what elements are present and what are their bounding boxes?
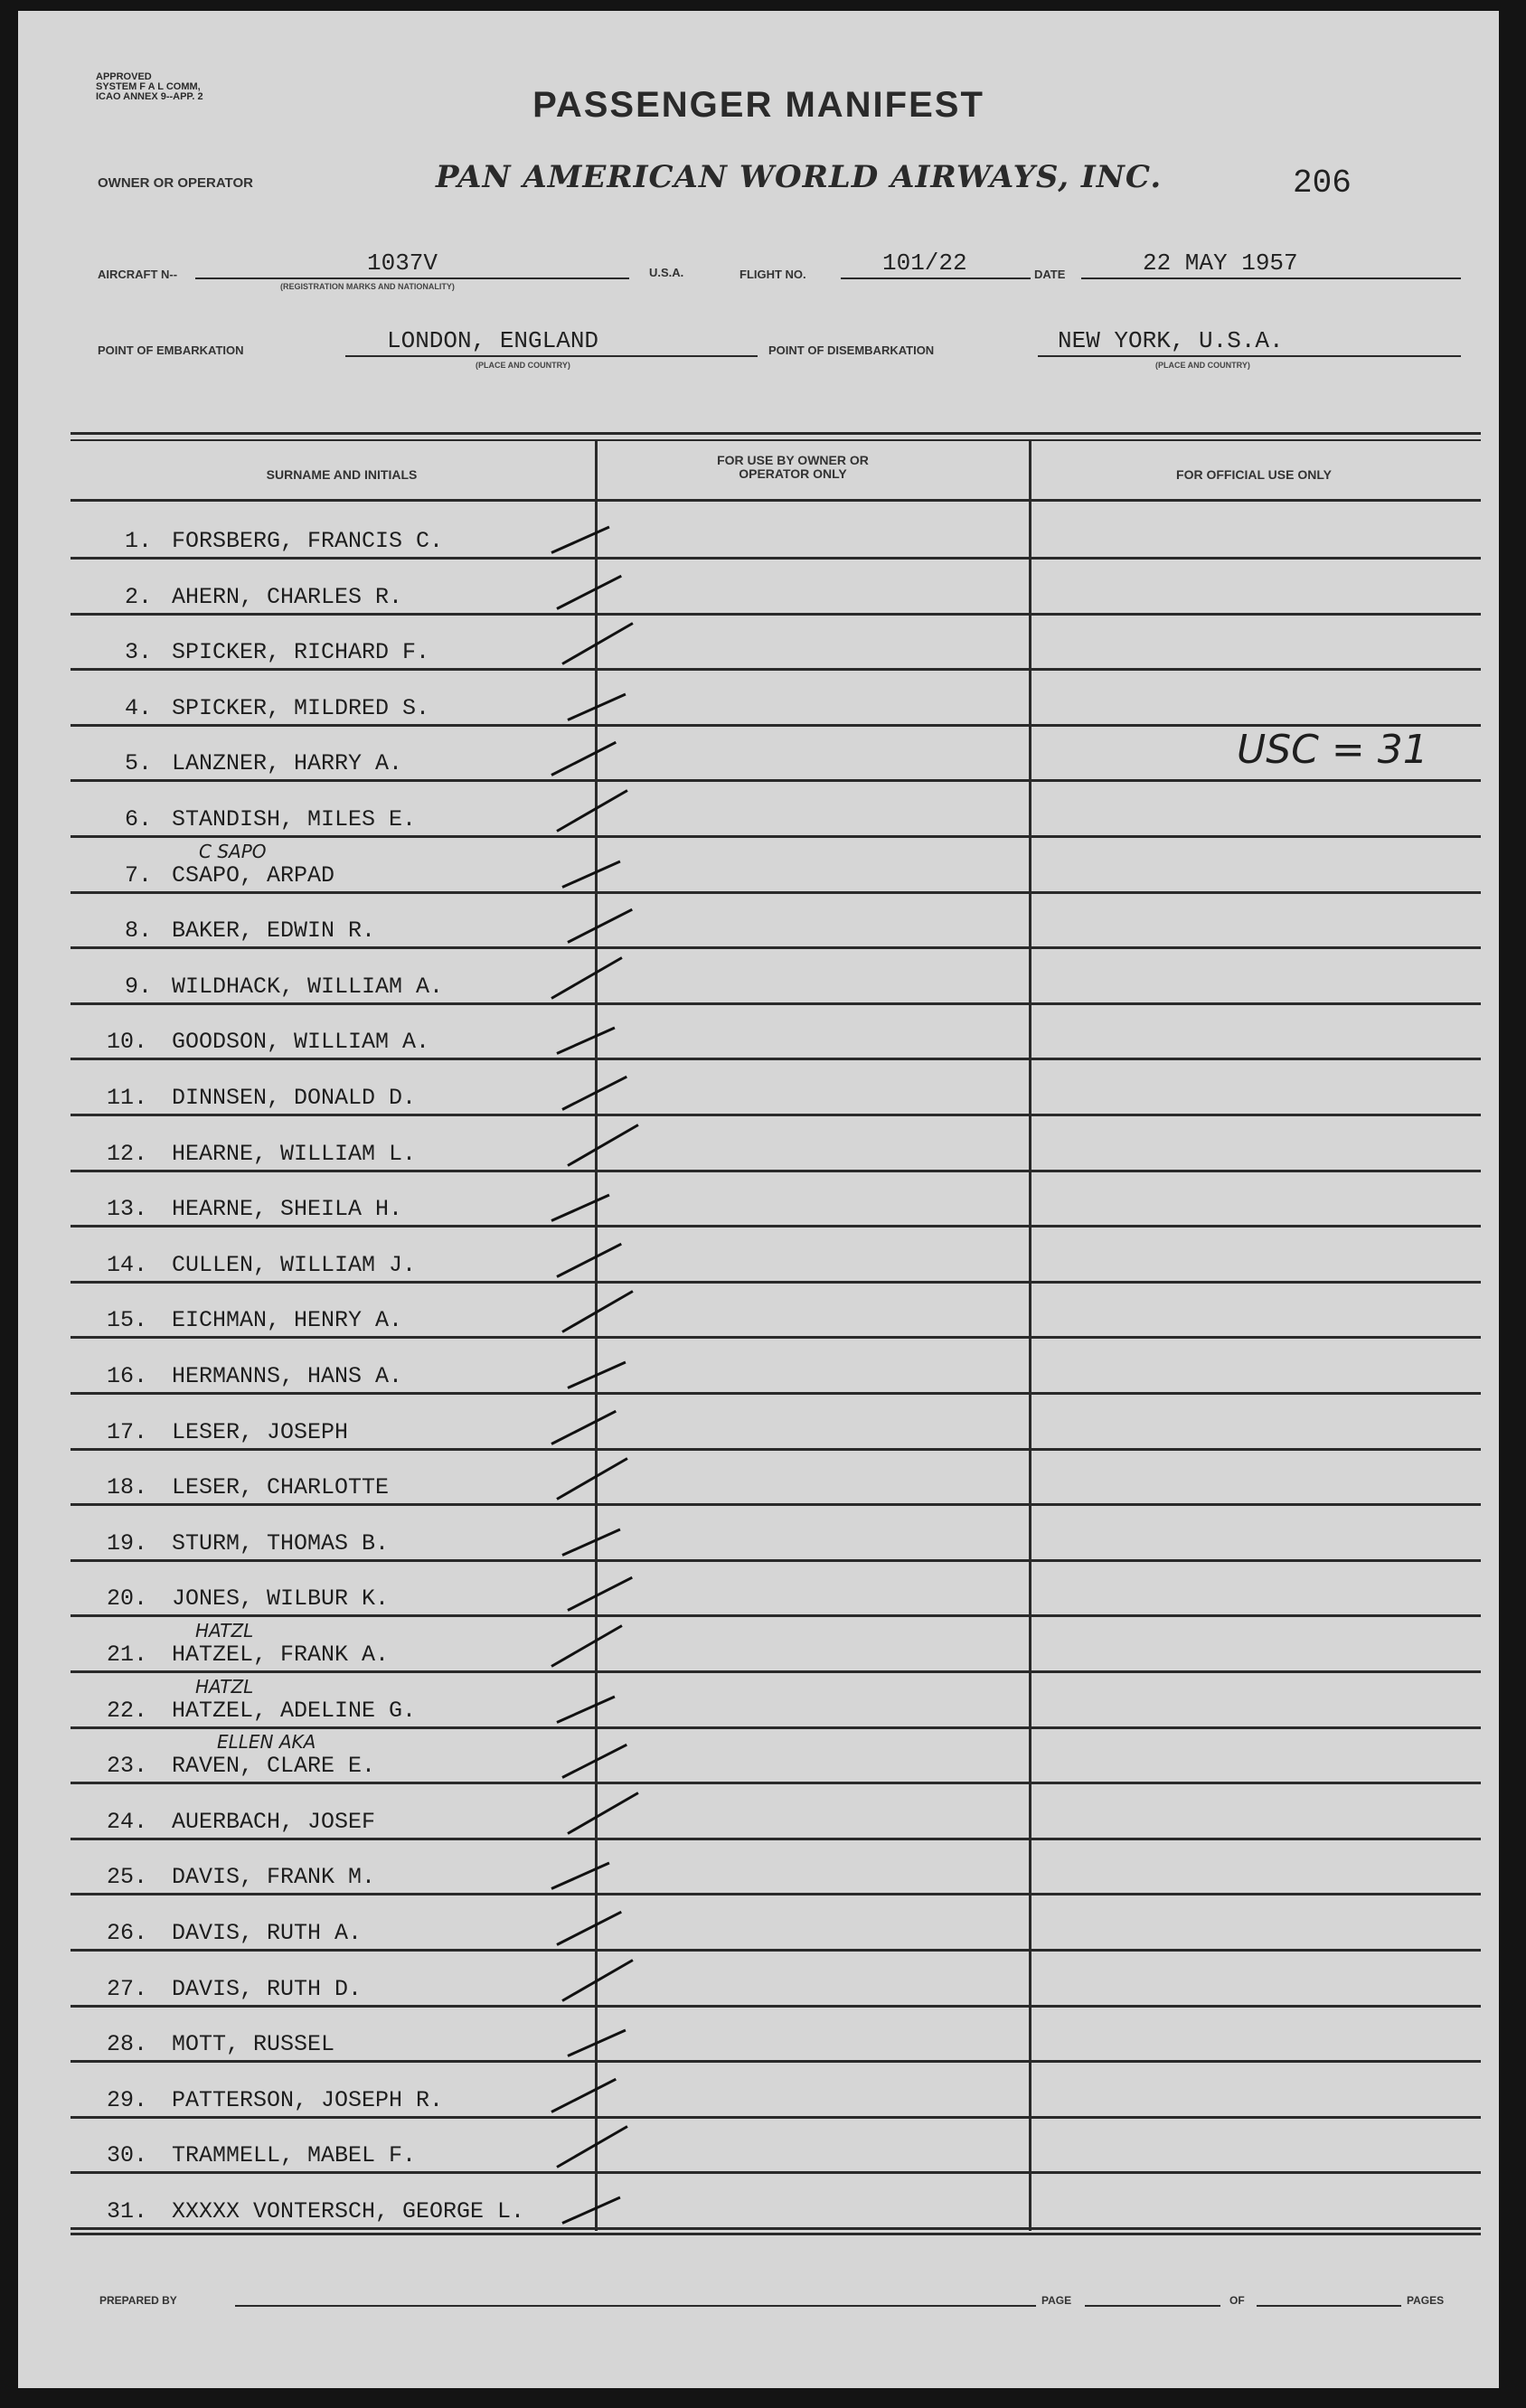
approval-line: ICAO ANNEX 9--APP. 2: [96, 91, 203, 102]
aircraft-underline: [195, 277, 629, 279]
check-mark: [556, 2125, 627, 2168]
row-rule: [71, 1782, 1481, 1784]
flight-underline: [841, 277, 1031, 279]
column-header-surname: SURNAME AND INITIALS: [266, 467, 418, 482]
row-rule: [71, 1448, 1481, 1451]
embarkation-value: LONDON, ENGLAND: [387, 327, 599, 354]
passenger-name: STANDISH, MILES E.: [172, 806, 417, 832]
row-rule: [71, 1614, 1481, 1617]
passenger-number: 19.: [107, 1530, 148, 1557]
passenger-name: CSAPO, ARPAD: [172, 862, 335, 889]
table-top-rule: [71, 432, 1481, 435]
passenger-number: 14.: [107, 1252, 148, 1278]
owner-name: PAN AMERICAN WORLD AIRWAYS, INC.: [436, 159, 1163, 195]
manifest-page: [18, 11, 1499, 2388]
passenger-number: 10.: [107, 1029, 148, 1055]
flight-value: 101/22: [882, 249, 967, 277]
of-line: [1257, 2305, 1401, 2307]
check-mark: [551, 1410, 617, 1445]
passenger-number: 30.: [107, 2142, 148, 2168]
check-mark: [561, 2196, 620, 2225]
passenger-name: HEARNE, WILLIAM L.: [172, 1141, 417, 1167]
passenger-number: 4.: [125, 695, 153, 721]
check-mark: [567, 1124, 638, 1167]
check-mark: [561, 861, 620, 889]
row-rule: [71, 1838, 1481, 1840]
row-rule: [71, 2116, 1481, 2119]
passenger-number: 28.: [107, 2031, 148, 2057]
row-rule: [71, 1058, 1481, 1060]
passenger-number: 16.: [107, 1363, 148, 1389]
row-rule: [71, 1670, 1481, 1673]
check-mark: [551, 956, 622, 1000]
check-mark: [567, 1576, 633, 1612]
check-mark: [561, 1529, 620, 1557]
usa-label: U.S.A.: [649, 266, 684, 279]
handwritten-correction: HATZL: [195, 1620, 254, 1641]
prepared-by-line: [235, 2305, 1036, 2307]
check-mark: [556, 575, 622, 610]
passenger-name: HATZEL, FRANK A.: [172, 1641, 390, 1668]
passenger-name: TRAMMELL, MABEL F.: [172, 2142, 417, 2168]
disembarkation-value: NEW YORK, U.S.A.: [1058, 327, 1284, 354]
row-rule: [71, 1503, 1481, 1506]
passenger-number: 11.: [107, 1085, 148, 1111]
passenger-number: 9.: [125, 974, 153, 1000]
column-header-official: FOR OFFICIAL USE ONLY: [1176, 467, 1332, 482]
date-underline: [1081, 277, 1461, 279]
row-rule: [71, 2171, 1481, 2174]
passenger-name: DAVIS, RUTH A.: [172, 1920, 363, 1946]
row-rule: [71, 946, 1481, 949]
check-mark: [556, 1243, 622, 1278]
passenger-name: XXXXX VONTERSCH, GEORGE L.: [172, 2198, 525, 2225]
aircraft-sublabel: (REGISTRATION MARKS AND NATIONALITY): [280, 282, 455, 291]
row-rule: [71, 1225, 1481, 1228]
row-rule: [71, 668, 1481, 671]
passenger-name: BAKER, EDWIN R.: [172, 917, 376, 944]
table-bottom-rule: [71, 2233, 1481, 2235]
row-rule: [71, 1170, 1481, 1172]
passenger-name: LESER, CHARLOTTE: [172, 1474, 390, 1500]
check-mark: [551, 526, 609, 554]
table-top-rule: [71, 439, 1481, 441]
row-rule: [71, 1949, 1481, 1952]
embarkation-underline: [345, 355, 758, 357]
row-rule: [71, 1336, 1481, 1339]
row-rule: [71, 1559, 1481, 1562]
passenger-name: DINNSEN, DONALD D.: [172, 1085, 417, 1111]
passenger-name: JONES, WILBUR K.: [172, 1585, 390, 1612]
row-rule: [71, 1002, 1481, 1005]
check-mark: [556, 789, 627, 832]
passenger-name: LESER, JOSEPH: [172, 1419, 349, 1445]
disembarkation-sublabel: (PLACE AND COUNTRY): [1155, 361, 1250, 370]
passenger-name: SPICKER, RICHARD F.: [172, 639, 430, 665]
passenger-name: DAVIS, RUTH D.: [172, 1976, 363, 2002]
check-mark: [551, 741, 617, 776]
date-label: DATE: [1034, 268, 1066, 281]
passenger-number: 24.: [107, 1809, 148, 1835]
check-mark: [551, 1194, 609, 1222]
passenger-number: 1.: [125, 528, 153, 554]
passenger-number: 26.: [107, 1920, 148, 1946]
passenger-name: RAVEN, CLARE E.: [172, 1753, 376, 1779]
column-header-owner: FOR USE BY OWNER OR OPERATOR ONLY: [717, 453, 869, 481]
passenger-name: SPICKER, MILDRED S.: [172, 695, 430, 721]
check-mark: [556, 1911, 622, 1946]
disembarkation-underline: [1038, 355, 1461, 357]
handwritten-correction: C SAPO: [199, 841, 267, 862]
row-rule: [71, 613, 1481, 616]
row-rule: [71, 2060, 1481, 2063]
passenger-name: EICHMAN, HENRY A.: [172, 1307, 403, 1333]
passenger-number: 15.: [107, 1307, 148, 1333]
row-rule: [71, 1281, 1481, 1284]
approval-line: APPROVED: [96, 71, 152, 82]
passenger-name: HEARNE, SHEILA H.: [172, 1196, 403, 1222]
check-mark: [556, 1457, 627, 1500]
embarkation-sublabel: (PLACE AND COUNTRY): [476, 361, 570, 370]
aircraft-label: AIRCRAFT N--: [98, 268, 178, 281]
passenger-name: GOODSON, WILLIAM A.: [172, 1029, 430, 1055]
passenger-number: 20.: [107, 1585, 148, 1612]
passenger-number: 12.: [107, 1141, 148, 1167]
passenger-number: 17.: [107, 1419, 148, 1445]
row-rule: [71, 891, 1481, 894]
passenger-number: 7.: [125, 862, 153, 889]
passenger-number: 23.: [107, 1753, 148, 1779]
passenger-name: AHERN, CHARLES R.: [172, 584, 403, 610]
approval-line: SYSTEM F A L COMM,: [96, 81, 201, 92]
check-mark: [551, 2078, 617, 2113]
row-rule: [71, 1893, 1481, 1895]
row-rule: [71, 2005, 1481, 2008]
passenger-number: 13.: [107, 1196, 148, 1222]
passenger-number: 8.: [125, 917, 153, 944]
passenger-number: 31.: [107, 2198, 148, 2225]
passenger-number: 2.: [125, 584, 153, 610]
passenger-name: HERMANNS, HANS A.: [172, 1363, 403, 1389]
passenger-name: CULLEN, WILLIAM J.: [172, 1252, 417, 1278]
passenger-number: 27.: [107, 1976, 148, 2002]
row-rule: [71, 779, 1481, 782]
page-number: 206: [1293, 165, 1352, 202]
passenger-number: 25.: [107, 1864, 148, 1890]
passenger-number: 6.: [125, 806, 153, 832]
passenger-name: AUERBACH, JOSEF: [172, 1809, 376, 1835]
passenger-name: DAVIS, FRANK M.: [172, 1864, 376, 1890]
check-mark: [567, 908, 633, 944]
check-mark: [551, 1624, 622, 1668]
row-rule: [71, 835, 1481, 838]
handwritten-correction: ELLEN AKA: [217, 1731, 316, 1753]
pages-label: PAGES: [1407, 2294, 1445, 2307]
handwritten-correction: HATZL: [195, 1676, 254, 1698]
passenger-number: 3.: [125, 639, 153, 665]
passenger-number: 22.: [107, 1698, 148, 1724]
embarkation-label: POINT OF EMBARKATION: [98, 343, 244, 357]
passenger-name: MOTT, RUSSEL: [172, 2031, 335, 2057]
check-mark: [567, 1792, 638, 1835]
passenger-name: WILDHACK, WILLIAM A.: [172, 974, 444, 1000]
aircraft-value: 1037V: [367, 249, 438, 277]
passenger-number: 29.: [107, 2087, 148, 2113]
row-rule: [71, 557, 1481, 560]
page-line: [1085, 2305, 1220, 2307]
row-rule: [71, 1392, 1481, 1395]
page-label: PAGE: [1041, 2294, 1072, 2307]
of-label: OF: [1229, 2294, 1245, 2307]
passenger-number: 18.: [107, 1474, 148, 1500]
passenger-name: STURM, THOMAS B.: [172, 1530, 390, 1557]
owner-label: OWNER OR OPERATOR: [98, 175, 253, 191]
official-use-note: USC = 31: [1237, 727, 1428, 773]
flight-label: FLIGHT NO.: [739, 268, 806, 281]
date-value: 22 MAY 1957: [1143, 249, 1298, 277]
check-mark: [556, 1027, 615, 1055]
passenger-name: FORSBERG, FRANCIS C.: [172, 528, 444, 554]
check-mark: [556, 1696, 615, 1724]
check-mark: [551, 1862, 609, 1890]
passenger-name: PATTERSON, JOSEPH R.: [172, 2087, 444, 2113]
row-rule: [71, 2227, 1481, 2230]
disembarkation-label: POINT OF DISEMBARKATION: [768, 343, 935, 357]
passenger-number: 5.: [125, 750, 153, 776]
passenger-number: 21.: [107, 1641, 148, 1668]
row-rule: [71, 1726, 1481, 1729]
page-title: PASSENGER MANIFEST: [532, 85, 984, 125]
passenger-name: LANZNER, HARRY A.: [172, 750, 403, 776]
header-bottom-rule: [71, 499, 1481, 502]
prepared-by-label: PREPARED BY: [99, 2294, 177, 2307]
passenger-name: HATZEL, ADELINE G.: [172, 1698, 417, 1724]
row-rule: [71, 1114, 1481, 1116]
